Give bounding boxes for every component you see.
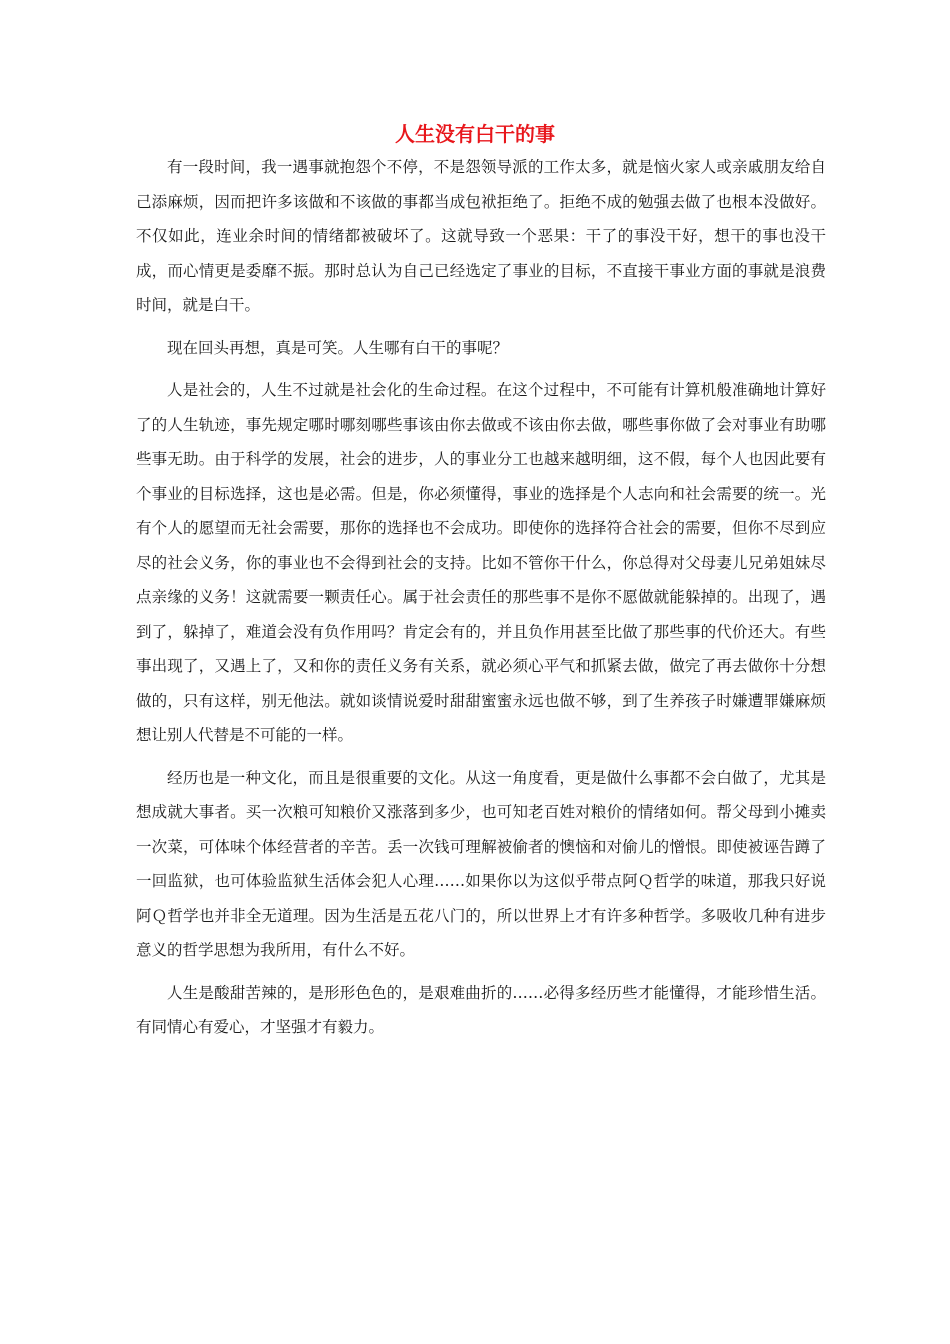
paragraph-1: 有一段时间，我一遇事就抱怨个不停，不是怨领导派的工作太多，就是恼火家人或亲戚朋友给自己添麻烦，因而把许多该做和不该做的事都当成包袱拒绝了。拒绝不成的勉强去做了也根本没做好。不仅如此，连业余时间的情绪都被破坏了。这就导致一个恶果：干了的事没干好，想干的事也没干成，而心情更是委靡不振。那时总认为自己已经选定了事业的目标，不直接干事业方面的事就是浪费时间，就是白干。 bbox=[136, 158, 826, 314]
document-body bbox=[136, 150, 826, 1045]
paragraph-4: 经历也是一种文化，而且是很重要的文化。从这一角度看，更是做什么事都不会白做了，尤其是想成就大事者。买一次粮可知粮价又涨落到多少，也可知老百姓对粮价的情绪如何。帮父母到小摊卖一次菜，可体味个体经营者的辛苦。丢一次钱可理解被偷者的懊恼和对偷儿的憎恨。即使被诬告蹲了一回监狱，也可体验监狱生活体会犯人心理……如果你以为这似乎带点阿Ｑ哲学的味道，那我只好说阿Ｑ哲学也并非全无道理。因为生活是五花八门的，所以世界上才有许多种哲学。多吸收几种有进步意义的哲学思想为我所用，有什么不好。 bbox=[136, 768, 826, 959]
paragraph-2: 现在回头再想，真是可笑。人生哪有白干的事呢？ bbox=[167, 338, 509, 357]
paragraph-5: 人生是酸甜苦辣的，是形形色色的，是艰难曲折的……必得多经历些才能懂得，才能珍惜生活。有同情心有爱心，才坚强才有毅力。 bbox=[136, 983, 826, 1036]
document-title: 人生没有白干的事 bbox=[395, 122, 555, 146]
paragraph-3: 人是社会的，人生不过就是社会化的生命过程。在这个过程中，不可能有计算机般准确地计算好了的人生轨迹，事先规定哪时哪刻哪些事该由你去做或不该由你去做，哪些事你做了会对事业有助哪些事无助。由于科学的发展，社会的进步，人的事业分工也越来越明细，这不假，每个人也因此要有个事业的目标选择，这也是必需。但是，你必须懂得，事业的选择是个人志向和社会需要的统一。光有个人的愿望而无社会需要，那你的选择也不会成功。即使你的选择符合社会的需要，但你不尽到应尽的社会义务，你的事业也不会得到社会的支持。比如不管你干什么，你总得对父母妻儿兄弟姐妹尽点亲缘的义务！这就需要一颗责任心。属于社会责任的那些事不是你不愿做就能躲掉的。出现了，遇到了，躲掉了，难道会没有负作用吗？肯定会有的，并且负作用甚至比做了那些事的代价还大。有些事出现了，又遇上了，又和你的责任义务有关系，就必须心平气和抓紧去做，做完了再去做你十分想做的，只有这样，别无他法。就如谈情说爱时甜甜蜜蜜永远也做不够，到了生养孩子时嫌遭罪嫌麻烦想让别人代替是不可能的一样。 bbox=[136, 381, 826, 744]
